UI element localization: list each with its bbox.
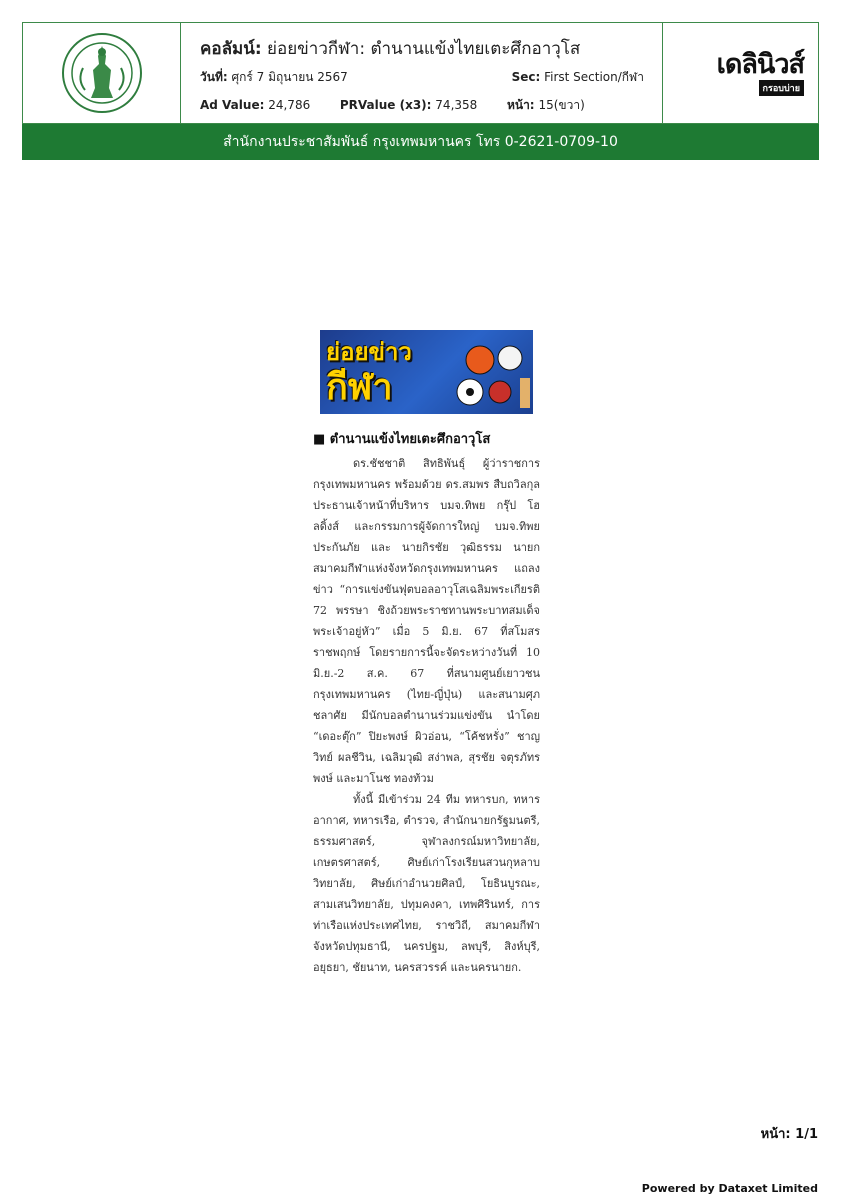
info-cell (180, 23, 664, 123)
pr-office-banner: สำนักงานประชาสัมพันธ์ กรุงเทพมหานคร โทร 0-2621-0709-10 (22, 124, 819, 160)
section (512, 68, 644, 87)
ad-value-label: Ad Value: (200, 98, 265, 112)
page-label: หน้า: (506, 98, 535, 112)
date-value: ศุกร์ 7 มิถุนายน 2567 (231, 70, 348, 84)
header-box (22, 22, 819, 124)
logo-cell (23, 23, 181, 123)
powered-by: Powered by Dataxet Limited (641, 1182, 818, 1195)
page-counter (761, 1123, 818, 1144)
page-counter-value: 1/1 (795, 1127, 818, 1142)
brand-edition: กรอบบ่าย (759, 80, 804, 96)
article (313, 428, 540, 978)
column-title (200, 35, 580, 62)
banner-line-1: ย่อยข่าว (326, 338, 412, 366)
date-label: วันที่: (200, 70, 228, 84)
sec-label: Sec: (511, 70, 541, 84)
brand-logo: เดลินิวส์ (716, 48, 804, 80)
page-counter-label: หน้า: (760, 1127, 791, 1142)
column-value: ย่อยข่าวกีฬา: ตำนานแข้งไทยเตะศึกอาวุโส (267, 39, 581, 59)
date-row (200, 68, 648, 87)
column-banner-image (320, 330, 533, 414)
page-value: 15(ขวา) (538, 98, 585, 112)
banner-line-2: กีฬา (326, 367, 393, 408)
values-row (200, 96, 585, 115)
pr-value-label: PRValue (x3): (339, 98, 432, 112)
article-paragraph-1: ดร.ชัชชาติ สิทธิพันธุ์ ผู้ว่าราชการกรุงเทพมหานคร พร้อมด้วย ดร.สมพร สืบถวิลกุล ประธานเจ้าหน้าที่บริหาร บมจ.ทิพย กรุ๊ป โฮลดิ้งส์ และกรรมการผู้จัดการใหญ่ บมจ.ทิพยประกันภัย และ นายกิรชัย วุฒิธรรม นายกสมาคมกีฬาแห่งจังหวัดกรุงเทพมหานคร แถลงข่าว “การแข่งขันฟุตบอลอาวุโสเฉลิมพระเกียรติ 72 พรรษา ชิงถ้วยพระราชทานพระบาทสมเด็จพระเจ้าอยู่หัว” เมื่อ 5 มิ.ย. 67 ที่สโมสรราชพฤกษ์ โดยรายการนี้จะจัดระหว่างวันที่ 10 มิ.ย.-2 ส.ค. 67 ที่สนามศูนย์เยาวชนกรุงเทพมหานคร (ไทย-ญี่ปุ่น) และสนามศุภชลาศัย มีนักบอลตำนานร่วมแข่งขัน นำโดย “เดอะตุ๊ก” ปิยะพงษ์ ผิวอ่อน, “โค้ชหรั่ง” ชาญวิทย์ ผลชีวิน, เฉลิมวุฒิ สง่าพล, สุรชัย จตุรภัทรพงษ์ และมาโนช ทองท้วม (313, 457, 540, 785)
article-paragraph-2: ทั้งนี้ มีเข้าร่วม 24 ทีม ทหารบก, ทหารอากาศ, ทหารเรือ, ตำรวจ, สำนักนายกรัฐมนตรี, ธรรมศาสตร์, จุฬาลงกรณ์มหาวิทยาลัย, เกษตรศาสตร์, ศิษย์เก่าโรงเรียนสวนกุหลาบวิทยาลัย, ศิษย์เก่าอำนวยศิลป์, โยธินบูรณะ, สามเสนวิทยาลัย, ปทุมคงคา, เทพศิรินทร์, การท่าเรือแห่งประเทศไทย, ราชวิถี, สมาคมกีฬาจังหวัดปทุมธานี, นครปฐม, ลพบุรี, สิงห์บุรี, อยุธยา, ชัยนาท, นครสวรรค์ และนครนายก. (313, 793, 540, 974)
pr-value: 74,358 (435, 98, 478, 112)
ad-value: 24,786 (268, 98, 311, 112)
sec-value: First Section/กีฬา (544, 70, 644, 84)
bangkok-seal-icon (61, 32, 143, 114)
column-label: คอลัมน์: (200, 39, 262, 59)
article-body (313, 453, 540, 978)
article-title: ■ ตำนานแข้งไทยเตะศึกอาวุโส (313, 432, 491, 447)
brand-cell (662, 23, 818, 123)
